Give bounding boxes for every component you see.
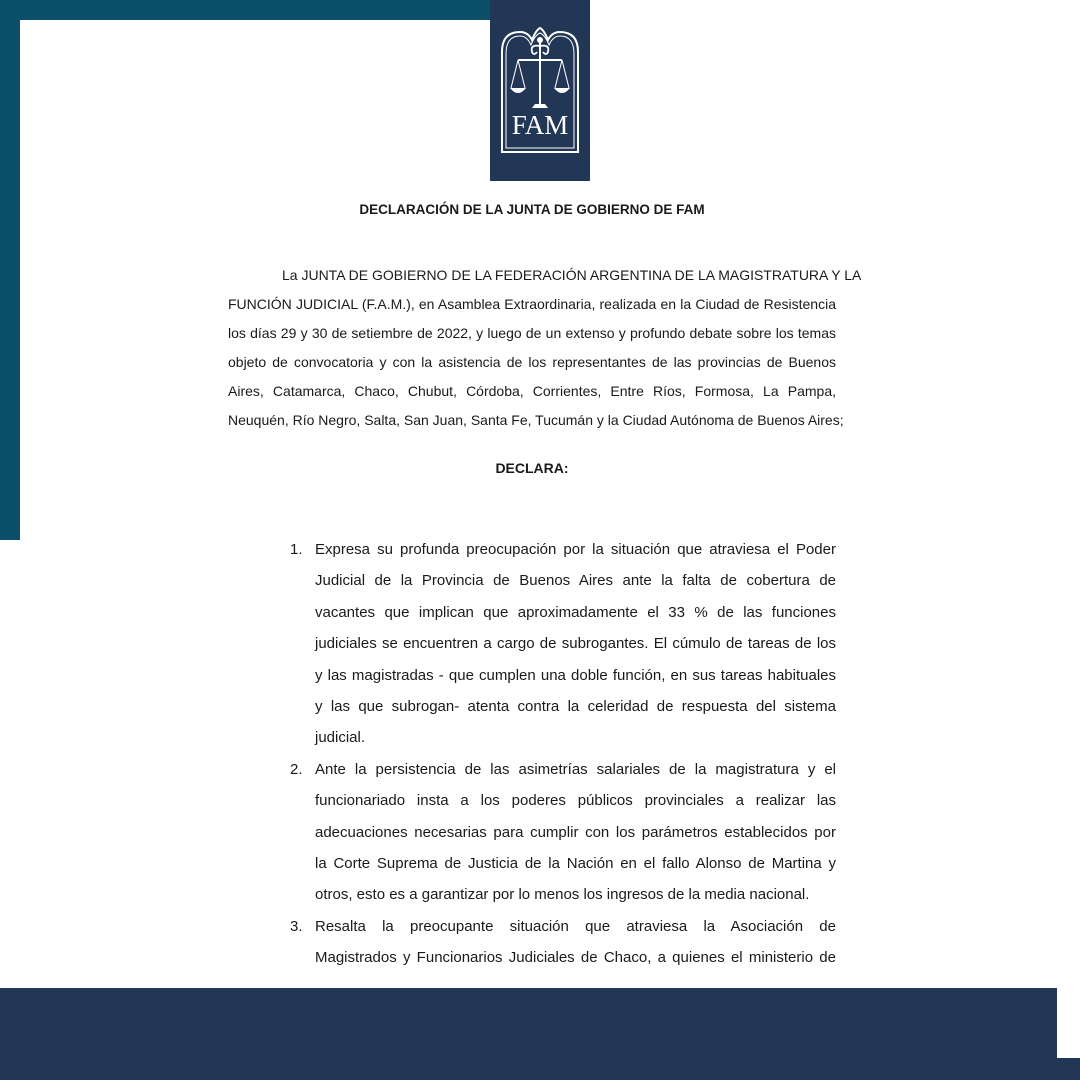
- intro-line: FUNCIÓN JUDICIAL (F.A.M.), en Asamblea Extraordinaria, realizada en la Ciudad de Resistencia: [228, 296, 836, 312]
- list-item: [280, 754, 836, 911]
- list-item-line: Expresa su profunda preocupación por la situación que atraviesa el Poder: [315, 541, 836, 558]
- list-item-line: Magistrados y Funcionarios Judiciales de Chaco, a quienes el ministerio de: [315, 949, 836, 967]
- declaration-list: [280, 534, 836, 974]
- intro-line: objeto de convocatoria y con la asistencia de los representantes de las provincias de Buenos: [228, 354, 836, 370]
- frame-bottom-corner: [1057, 1058, 1080, 1080]
- list-item-number: 3.: [290, 917, 303, 935]
- frame-top-bar: [0, 0, 490, 20]
- list-item-line: y las que subrogan- atenta contra la celeridad de respuesta del sistema: [315, 698, 836, 716]
- intro-paragraph: [228, 261, 862, 435]
- list-item-number: 2.: [290, 760, 303, 778]
- list-item-line: adecuaciones necesarias para cumplir con los parámetros establecidos por: [315, 823, 836, 841]
- list-item-line: la Corte Suprema de Justicia de la Nación en el fallo Alonso de Martina y: [315, 855, 836, 873]
- document-title: DECLARACIÓN DE LA JUNTA DE GOBIERNO DE FAM: [359, 202, 705, 217]
- intro-line: los días 29 y 30 de setiembre de 2022, y luego de un extenso y profundo debate sobre los temas: [228, 325, 836, 341]
- intro-line: Neuquén, Río Negro, Salta, San Juan, Santa Fe, Tucumán y la Ciudad Autónoma de Buenos Aires;: [228, 412, 844, 428]
- list-item-line: y las magistradas - que cumplen una doble función, en sus tareas habituales: [315, 666, 836, 684]
- logo-text: FAM: [511, 110, 569, 140]
- list-item-line: Ante la persistencia de las asimetrías salariales de la magistratura y el: [315, 760, 836, 778]
- frame-left-bar: [0, 0, 20, 540]
- scales-of-justice-icon: [490, 0, 590, 181]
- list-item-line: funcionariado insta a los poderes públicos provinciales a realizar las: [315, 792, 836, 810]
- list-item-line: Resalta la preocupante situación que atraviesa la Asociación de: [315, 917, 836, 935]
- list-item: [280, 534, 836, 754]
- list-item-line: judiciales se encuentren a cargo de subrogantes. El cúmulo de tareas de los: [315, 635, 836, 653]
- list-item-number: 1.: [290, 541, 303, 558]
- intro-line: La JUNTA DE GOBIERNO DE LA FEDERACIÓN ARGENTINA DE LA MAGISTRATURA Y LA: [282, 267, 862, 283]
- list-item-line: judicial.: [315, 729, 366, 747]
- fam-logo: [490, 0, 590, 181]
- declara-heading: DECLARA:: [495, 460, 569, 476]
- intro-line: Aires, Catamarca, Chaco, Chubut, Córdoba, Corrientes, Entre Ríos, Formosa, La Pampa,: [228, 383, 836, 399]
- list-item-line: otros, esto es a garantizar por lo menos los ingresos de la media nacional.: [315, 886, 810, 904]
- list-item: [280, 911, 836, 974]
- list-item-line: Judicial de la Provincia de Buenos Aires ante la falta de cobertura de: [315, 572, 836, 590]
- list-item-line: vacantes que implican que aproximadamente el 33 % de las funciones: [315, 603, 836, 621]
- frame-bottom-bar: [0, 988, 1057, 1080]
